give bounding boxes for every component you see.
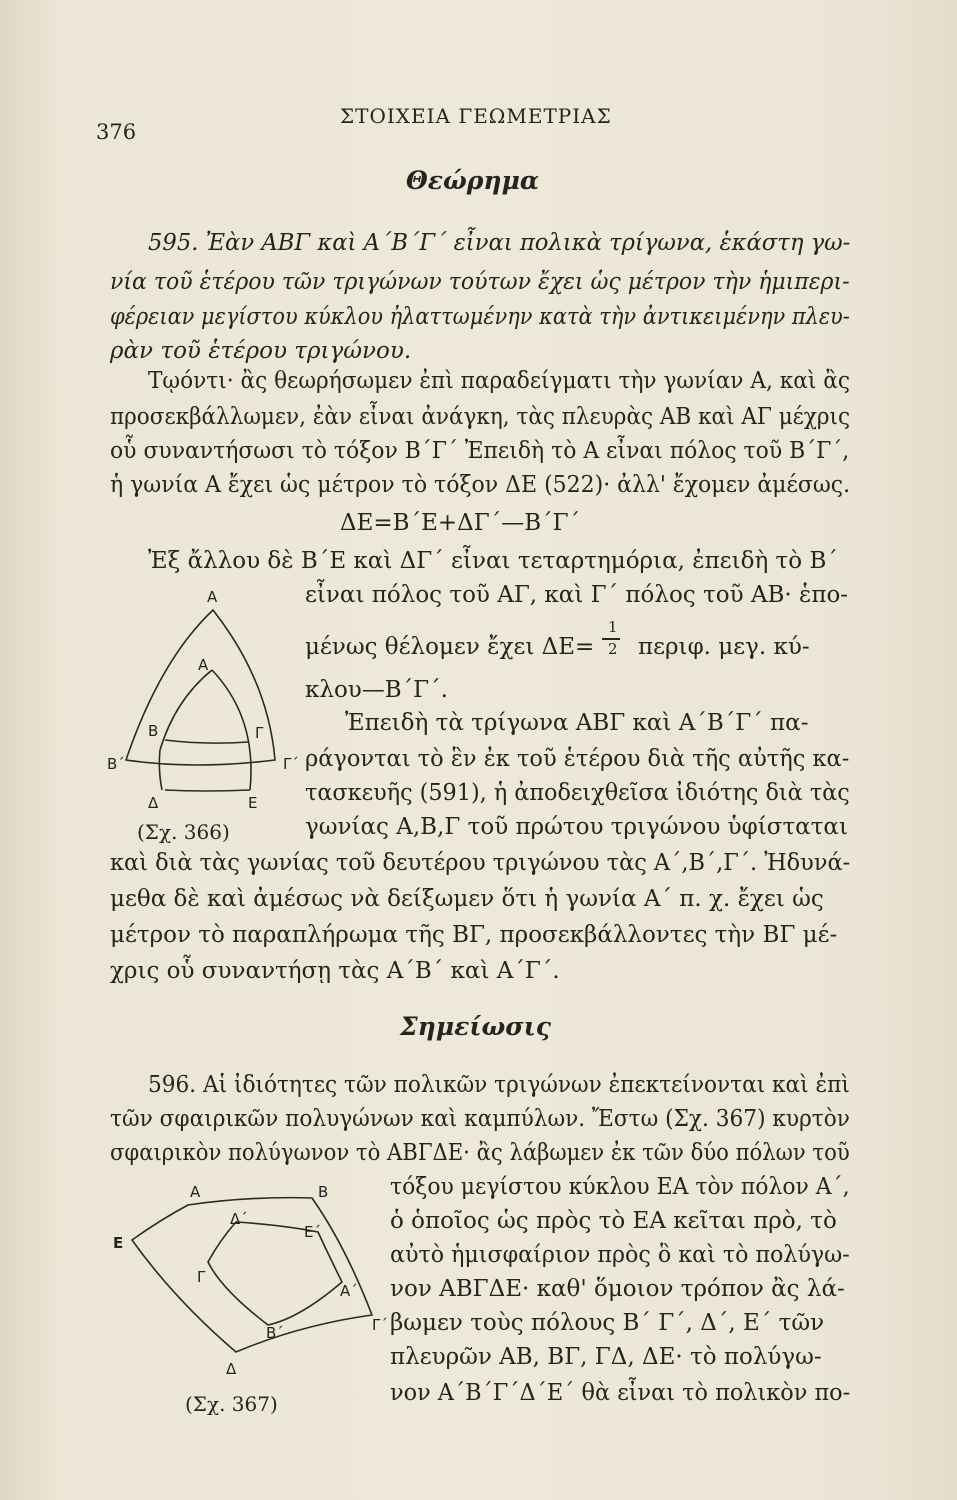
proof-line: οὗ συναντήσωσι τὸ τόξον Β΄Γ΄ Ἐπειδὴ τὸ Α εἶναι πόλος τοῦ Β΄Γ΄, bbox=[110, 438, 850, 464]
proof-line: εἶναι πόλος τοῦ ΑΓ, καὶ Γ΄ πόλος τοῦ ΑΒ· ἑπο- bbox=[305, 582, 849, 608]
note-heading: Σημείωσις bbox=[400, 1012, 552, 1041]
figure-366-caption: (Σχ. 366) bbox=[137, 820, 230, 844]
proof-line: προσεκβάλλωμεν, ἐὰν εἶναι ἀνάγκη, τὰς πλευρὰς ΑΒ καὶ ΑΓ μέχρις bbox=[110, 404, 851, 430]
note-line: 596. Αἱ ἰδιότητες τῶν πολικῶν τριγώνων ἐπεκτείνονται καὶ ἐπὶ bbox=[148, 1072, 850, 1098]
note-line: πλευρῶν ΑΒ, ΒΓ, ΓΔ, ΔΕ· τὸ πολύγω- bbox=[390, 1344, 822, 1370]
proof-line: Ἐπειδὴ τὰ τρίγωνα ΑΒΓ καὶ Α΄Β΄Γ΄ πα- bbox=[345, 710, 809, 736]
fig366-label: Β bbox=[148, 722, 159, 740]
theorem-heading: Θεώρημα bbox=[406, 166, 540, 195]
fig367-label: Δ΄ bbox=[230, 1210, 248, 1228]
proof-line: χρις οὗ συναντήσῃ τὰς Α΄Β΄ καὶ Α΄Γ΄. bbox=[110, 958, 560, 984]
fig366-label: Γ΄ bbox=[283, 755, 299, 773]
proof-line: μέτρον τὸ παραπλήρωμα τῆς ΒΓ, προσεκβάλλοντες τὴν ΒΓ μέ- bbox=[110, 922, 838, 948]
proof-line: Τῳόντι· ἂς θεωρήσωμεν ἐπὶ παραδείγματι τὴν γωνίαν Α, καὶ ἂς bbox=[148, 368, 850, 394]
statement-line: νία τοῦ ἑτέρου τῶν τριγώνων τούτων ἔχει ὡς μέτρον τὴν ἡμιπερι- bbox=[110, 269, 850, 295]
fig367-label: Γ bbox=[197, 1268, 206, 1286]
proof-line: γωνίας Α,Β,Γ τοῦ πρώτου τριγώνου ὑφίσταται bbox=[305, 814, 848, 840]
fig367-label: Α bbox=[190, 1183, 201, 1201]
statement-line: φέρειαν μεγίστου κύκλου ἠλαττωμένην κατὰ τὴν ἀντικειμένην πλευ- bbox=[110, 304, 850, 330]
fig366-label: Β΄ bbox=[107, 755, 125, 773]
running-title: ΣΤΟΙΧΕΙΑ ΓΕΩΜΕΤΡΙΑΣ bbox=[340, 104, 612, 128]
proof-line: μένως θέλομεν ἔχει ΔΕ= bbox=[305, 634, 595, 660]
fraction-denominator: 2 bbox=[608, 640, 618, 658]
statement-line: 595. Ἐὰν ΑΒΓ καὶ Α΄Β΄Γ΄ εἶναι πολικὰ τρίγωνα, ἑκάστη γω- bbox=[148, 230, 851, 256]
fraction-numerator: 1 bbox=[608, 618, 618, 636]
proof-line: κλου—Β΄Γ΄. bbox=[305, 677, 448, 703]
fig367-label: Β΄ bbox=[266, 1324, 284, 1342]
note-line: βωμεν τοὺς πόλους Β΄ Γ΄, Δ΄, Ε΄ τῶν bbox=[390, 1310, 825, 1336]
proof-line: καὶ διὰ τὰς γωνίας τοῦ δευτέρου τριγώνου τὰς Α΄,Β΄,Γ΄. Ἠδυνά- bbox=[110, 850, 851, 876]
note-line: νον ΑΒΓΔΕ· καθ' ὅμοιον τρόπον ἂς λά- bbox=[390, 1276, 845, 1302]
note-line: νον Α΄Β΄Γ΄Δ΄Ε΄ θὰ εἶναι τὸ πολικὸν πο- bbox=[390, 1380, 851, 1406]
fig367-label: Δ bbox=[226, 1360, 237, 1378]
fig367-label: Α΄ bbox=[340, 1282, 358, 1300]
fig366-label: Α bbox=[198, 656, 209, 674]
proof-line: περιφ. μεγ. κύ- bbox=[638, 634, 810, 660]
page-number: 376 bbox=[96, 120, 137, 144]
proof-line: τασκευῆς (591), ἡ ἀποδειχθεῖσα ἰδιότης διὰ τὰς bbox=[305, 780, 850, 806]
note-line: τῶν σφαιρικῶν πολυγώνων καὶ καμπύλων. Ἔστω (Σχ. 367) κυρτὸν bbox=[110, 1106, 850, 1132]
fig367-label: Ε bbox=[113, 1234, 124, 1252]
fig367-label: Γ΄ bbox=[372, 1316, 388, 1334]
equation: ΔΕ=Β΄Ε+ΔΓ΄—Β΄Γ΄ bbox=[340, 510, 581, 536]
proof-line: ἡ γωνία Α ἔχει ὡς μέτρον τὸ τόξον ΔΕ (522)· ἀλλ' ἔχομεν ἀμέσως. bbox=[110, 472, 851, 498]
note-line: ὁ ὁποῖος ὡς πρὸς τὸ ΕΑ κεῖται πρὸ, τὸ bbox=[390, 1208, 837, 1234]
proof-line: ράγονται τὸ ἓν ἐκ τοῦ ἑτέρου διὰ τῆς αὐτῆς κα- bbox=[305, 746, 850, 772]
statement-line: ρὰν τοῦ ἑτέρου τριγώνου. bbox=[110, 338, 412, 364]
fig367-label: Ε΄ bbox=[304, 1223, 321, 1241]
figure-367-caption: (Σχ. 367) bbox=[185, 1392, 278, 1416]
note-line: τόξου μεγίστου κύκλου ΕΑ τὸν πόλον Α΄, bbox=[390, 1174, 850, 1200]
note-line: σφαιρικὸν πολύγωνον τὸ ΑΒΓΔΕ· ἂς λάβωμεν ἐκ τῶν δύο πόλων τοῦ bbox=[110, 1140, 850, 1166]
note-line: αὐτὸ ἡμισφαίριον πρὸς ὃ καὶ τὸ πολύγω- bbox=[390, 1242, 850, 1268]
fig367-label: Β bbox=[318, 1183, 329, 1201]
proof-line: Ἐξ ἄλλου δὲ Β΄Ε καὶ ΔΓ΄ εἶναι τεταρτημόρια, ἐπειδὴ τὸ Β΄ bbox=[148, 548, 838, 574]
proof-line: μεθα δὲ καὶ ἀμέσως νὰ δείξωμεν ὅτι ἡ γωνία Α΄ π. χ. ἔχει ὡς bbox=[110, 886, 824, 912]
fig366-label: Γ bbox=[255, 724, 264, 742]
fig366-label: Ε bbox=[248, 794, 258, 812]
fig366-label: Δ bbox=[148, 794, 159, 812]
fig366-label: Α bbox=[207, 588, 218, 606]
